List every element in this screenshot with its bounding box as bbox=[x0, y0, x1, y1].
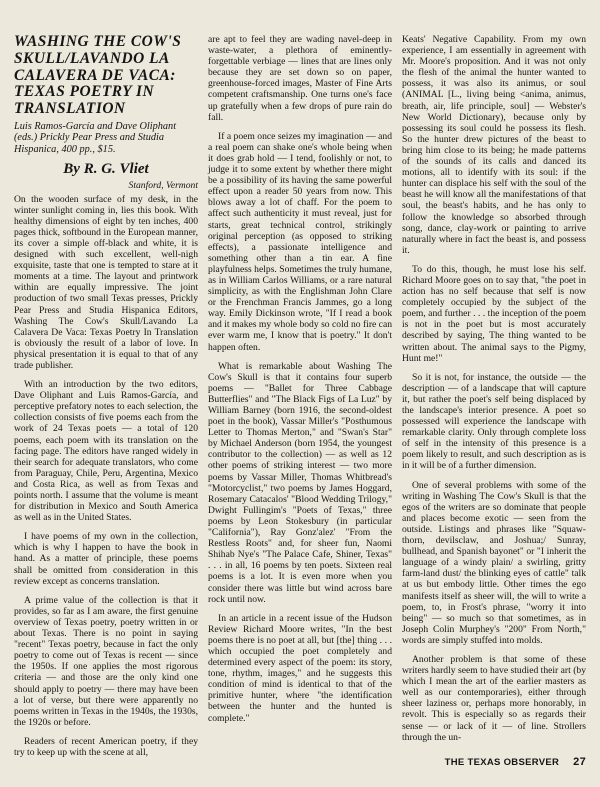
paragraph: What is remarkable about Washing The Cow's Skull is that it contains four superb poems — "Ballet for Three Cabbage Butterflies" and "The Black Figs of La Luz" by William Barney (born 1916, the second-oldest poet in the book), Vassar Miller's "Posthumous Letter to Thomas Merton," and "Swan's Star" by Michael Anderson (born 1954, the youngest contributor to the collection) — as well as 12 other poems of striking interest — two more poems by Vassar Miller, Thomas Whitbread's "Motorcyclist," two poems by James Hoggard, Rosemary Catacalos' "Blood Wedding Trilogy," Dwight Fullingim's "Poets of Texas," three poems by Leon Stokesbury (in particular "California"), Ray Gonz'alez' "From the Restless Roots" and, for sheer fun, Naomi Shihab Nye's "The Palace Cafe, Shiner, Texas" . . . in all, 16 poems by ten poets. Sixteen real poems is a lot. It is even more when you consider there was little but wind across bare rock until now. bbox=[208, 360, 392, 605]
book-info: Luis Ramos-García and Dave Oliphant (eds.) Prickly Pear Press and Studia Hispanica, 400 pp., $15. bbox=[14, 120, 177, 155]
paragraph: Readers of recent American poetry, if they try to keep up with the scene at all, bbox=[14, 735, 198, 758]
dateline: Stanford, Vermont bbox=[128, 180, 198, 192]
paragraph: are apt to feel they are wading navel-deep in waste-water, a plethora of eminently-forgettable verbiage — lines that are lines only because they are set down so on paper, greenhouse-forced images, Master of Fine Arts competent craftsmanship. One turns one's face up gratefully when a few drops of pure rain do fall. bbox=[208, 34, 392, 123]
article-body bbox=[14, 33, 586, 758]
column-2 bbox=[208, 34, 392, 746]
paragraph: A prime value of the collection is that it provides, so far as I am aware, the first genuine overview of Texas poetry, poetry written in or about Texas. There is no point in saying "recent" Texas poetry, because in fact the only poetry to come out of Texas is recent — since the 1950s. If one applies the most rigorous criteria — and those are the only kind one should apply to poetry — there may have been a lot of verse, but there were apparently no poems written in Texas in the 1940s, the 1930s, the 1920s or before. bbox=[14, 594, 198, 728]
page-footer bbox=[14, 756, 586, 768]
column-3 bbox=[402, 34, 586, 746]
publication-name: THE TEXAS OBSERVER bbox=[444, 757, 560, 768]
page-number: 27 bbox=[573, 756, 586, 768]
paragraph: If a poem once seizes my imagination — and a real poem can shake one's whole being when it does grab hold — I tend, foolishly or not, to judge it to some extent by whether there might be a possibility of its having the same powerful effect upon a reader 50 years from now. This blows away a lot of chaff. For the poem to affect such authenticity it must reveal, just for starts, great technical control, strikingly original perception (as opposed to striking effects), a passionate intelligence and something other than a tin ear. A fine playfulness helps. Sometimes the truly humane, as in William Carlos Williams, or a rare natural simplicity, as with the Englishman John Clare or the Frenchman Francis Jammes, go a long way. Emily Dickinson wrote, "If I read a book and it makes my whole body so cold no fire can ever warm me, I know that is poetry." It don't happen often. bbox=[208, 130, 392, 353]
article-title: WASHING THE COW'S SKULL/LAVANDO LA CALAVERA DE VACA: TEXAS POETRY IN TRANSLATION bbox=[14, 33, 182, 118]
paragraph: On the wooden surface of my desk, in the winter sunlight coming in, lies this book. With healthy dimensions of eight by ten inches, 400 pages thick, softbound in the European manner, its cover a simple off-black and white, it is designed with such excellent, well-nigh exquisite, taste that one is tempted to stare at it moments at a time. The layout and printwork within are equally impressive. The joint production of two small Texas presses, Prickly Pear Press and Studia Hispanica Editors, Washing The Cow's Skull/Lavando La Calavera De Vaca: Texas Poetry In Translation is obviously the result of a labor of love. In physical presentation it is equal to that of any trade publisher. bbox=[14, 193, 198, 371]
paragraph: I have poems of my own in the collection, which is why I happen to have the book in hand. As a matter of principle, these poems shall be omitted from consideration in this review except as concerns translation. bbox=[14, 531, 198, 587]
byline: By R. G. Vliet bbox=[63, 161, 149, 178]
paragraph: Keats' Negative Capability. From my own experience, I am essentially in agreement with Mr. Moore's proposition. And it was not only the flesh of the animal the hunter wanted to possess, it was also its animus, or soul (ANIMAL [L., living being <anima, animus, breath, air, life principle, soul] — Webster's New World Dictionary), because only by possessing its soul could he possess its flesh. So the hunter drew pictures of the beast to bring him close to its being; he made patterns of the sounds of its calls and danced its motions, all to identify with its soul: if the hunter can displace his self with the soul of the beast he will know all the manifestations of that soul, the beast's habits, and he has only to follow the knowledge so absorbed through song, dance, clay-work or painting to arrive naturally where in fact the beast is, and possess it. bbox=[402, 34, 586, 256]
paragraph: So it is not, for instance, the outside — the description — of a landscape that will capture it, but rather the poet's self being displaced by the landscape's interior presence. A poet so possessed will experience the landscape with remarkable clarity. Only through complete loss of self in the intensity of this presence is a poem likely to result, and such description as is in it will be of a further dimension. bbox=[402, 371, 586, 472]
paragraph: With an introduction by the two editors, Dave Oliphant and Luis Ramos-García, and perceptive prefatory notes to each selection, the collection consists of five poems each from the work of 24 Texas poets — a total of 120 poems, each poem with its translation on the facing page. The editors have ranged widely in their search for adequate translators, who come from Paraguay, Chile, Peru, Argentina, Mexico and Costa Rica, as well as from Texas and points north. I assume that the volume is meant for distribution in Mexico and South America as well as in the United States. bbox=[14, 379, 198, 524]
paragraph: In an article in a recent issue of the Hudson Review Richard Moore writes, "In the best poems there is no poet at all, but [the] thing . . . which occupied the poet completely and determined every aspect of the poem: its story, tone, rhythm, images," and he suggests this condition of mind is identical to that of the primitive hunter, where "the identification between the hunter and the hunted is complete." bbox=[208, 612, 392, 724]
paragraph: To do this, though, he must lose his self. Richard Moore goes on to say that, "the poet in action has no self because that self is now completely occupied by the subject of the poem, and further . . . the inception of the poem is not in the poet but is most accurately described by saying, The thing wanted to be written about. The animal says to the Pigmy, Hunt me!" bbox=[402, 263, 586, 364]
paragraph: One of several problems with some of the writing in Washing The Cow's Skull is that the egos of the writers are so dominate that people and places become exotic — seen from the outside. Listings and phrases like "Squaw-thorn, devilsclaw, and Joshua;/ Sunray, bullhead, and Spanish bayonet" or "I inherit the language of a windy plain/ a swirling, gritty farm-land dust/ the blinking eyes of cattle" talk at us but embody little. Other times the ego manifests itself as sheer will, the will to write a poem, to, in Frost's phrase, "worry it into being" — so much so that sometimes, as in Joseph Colin Murphey's "200" From North," words are simply stuffed into molds. bbox=[402, 479, 586, 646]
paragraph: Another problem is that some of these writers hardly seem to have studied their art (by which I mean the art of the earlier masters as well as our contemporaries), either through sheer laziness or, perhaps more honorably, in revolt. This is especially so as regards their sense — or lack of it — of line. Strollers through the un- bbox=[402, 653, 586, 743]
column-1 bbox=[14, 33, 198, 758]
